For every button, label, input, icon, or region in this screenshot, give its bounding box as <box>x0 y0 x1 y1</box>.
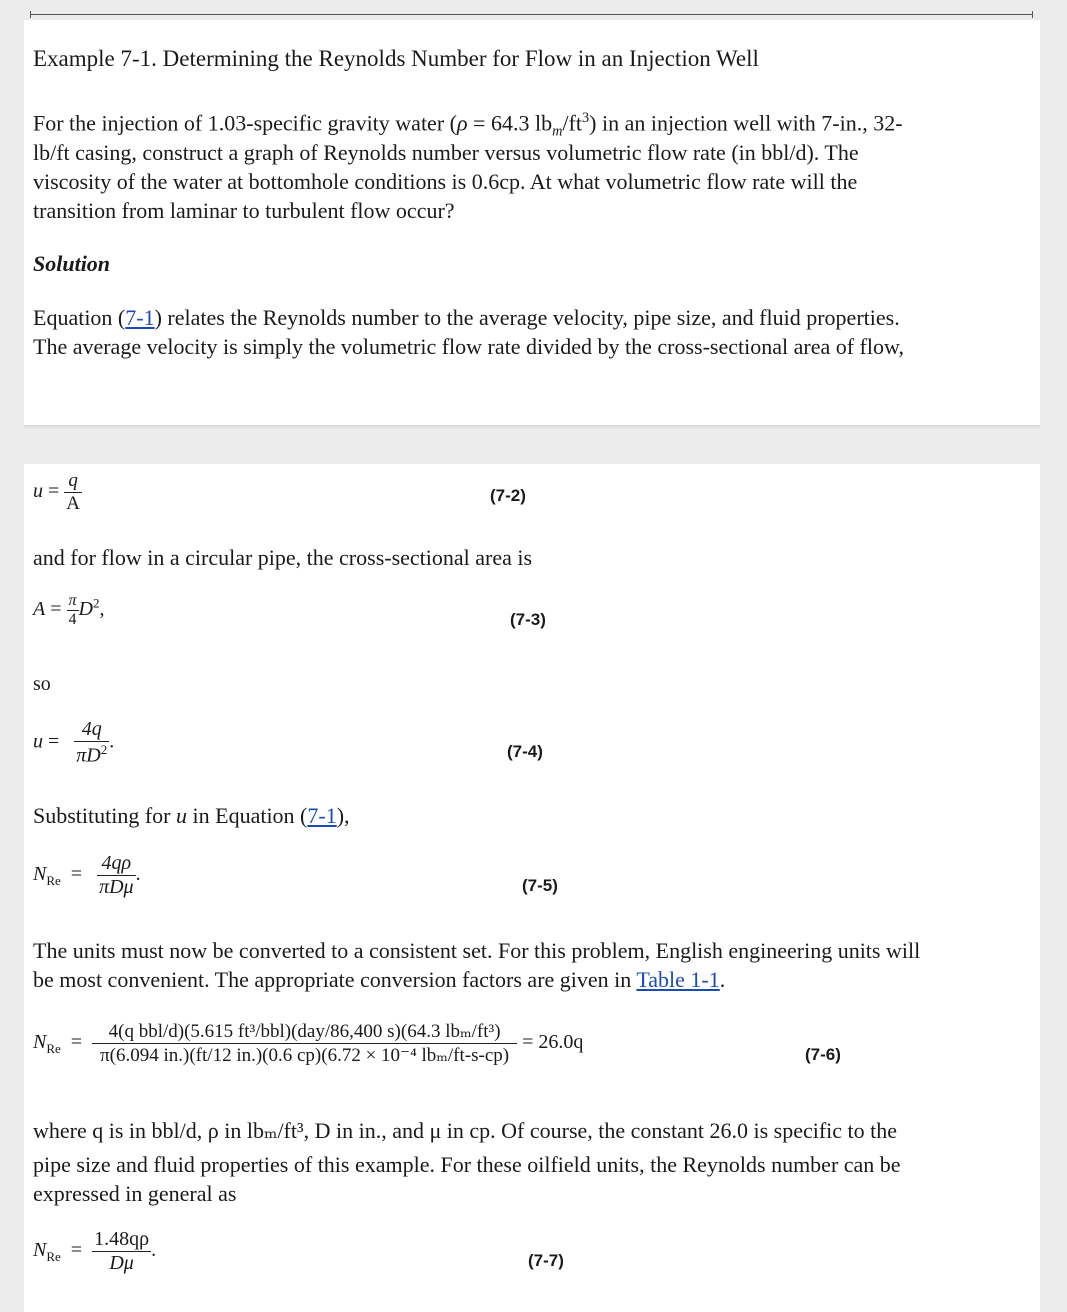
equation-7-4: u = $\frac{4q}{\pi D^2}$ . <box>33 718 115 767</box>
area-text: and for flow in a circular pipe, the cross-sectional area is <box>33 545 533 570</box>
equation-number-7-5: (7-5) <box>522 876 558 895</box>
top-rule <box>30 14 1033 15</box>
substitution-text: Substituting for u in Equation (7-1), <box>33 803 350 828</box>
equation-number-7-7: (7-7) <box>528 1251 564 1270</box>
so-text: so <box>33 673 51 695</box>
equation-number-7-2: (7-2) <box>490 486 526 505</box>
units-line-2: be most convenient. The appropriate conversion factors are given in Table 1-1. <box>33 967 726 992</box>
where-line-1: where q is in bbl/d, ρ in lbₘ/ft³, D in in., and μ in cp. Of course, the constant 26.0 is specific to the <box>33 1118 898 1143</box>
card-divider <box>24 425 1040 429</box>
example-title: Example 7-1. Determining the Reynolds Number for Flow in an Injection Well <box>33 46 759 71</box>
equation-7-5: $N_{Re}$ = $\frac{4q\rho}{\text{πDμ}}$ . <box>33 852 141 898</box>
problem-line-3: viscosity of the water at bottomhole conditions is 0.6cp. At what volumetric flow rate will the <box>33 169 858 194</box>
solution-heading: Solution <box>33 251 111 276</box>
intro-line-1: Equation (7-1) relates the Reynolds number to the average velocity, pipe size, and fluid properties. <box>33 305 900 330</box>
equation-7-2: u = $\frac{q}{A}$ <box>33 470 81 514</box>
equation-7-7: $N_{Re}$ = $\frac{1.48q\rho}{D\mu}$ . <box>33 1228 157 1274</box>
equation-7-3: A = $\frac{\pi}{4}$ $D^2$, <box>33 592 105 628</box>
equation-7-1-link[interactable]: 7-1 <box>125 305 155 330</box>
where-line-3: expressed in general as <box>33 1181 237 1206</box>
equation-7-1-link-2[interactable]: 7-1 <box>307 803 337 828</box>
problem-line-4: transition from laminar to turbulent flow occur? <box>33 198 455 223</box>
intro-line-2: The average velocity is simply the volumetric flow rate divided by the cross-sectional area of flow, <box>33 334 904 359</box>
where-line-2: pipe size and fluid properties of this example. For these oilfield units, the Reynolds number can be <box>33 1152 901 1177</box>
units-line-1: The units must now be converted to a consistent set. For this problem, English engineering units will <box>33 938 921 963</box>
equation-number-7-6: (7-6) <box>805 1045 841 1064</box>
equation-number-7-3: (7-3) <box>510 610 546 629</box>
equation-7-6: $N_{Re}$ = $\frac{\text{4(q bbl/d)(5.615 ft³/bbl)(day/86,400 s)(64.3 lbₘ/ft³)}}{\text{π(6.094 in.)(ft/12 in.)(0.6 cp)(6.72 × 10⁻⁴ lbₘ/ft-s-cp)}}$ = 26.0q <box>33 1021 584 1066</box>
problem-line-1: For the injection of 1.03-specific gravity water (ρ = 64.3 $lb_m/ft^3$) in an injection well with 7-in., 32- <box>33 110 903 140</box>
table-1-1-link[interactable]: Table 1-1 <box>636 967 720 992</box>
equation-number-7-4: (7-4) <box>507 742 543 761</box>
problem-line-2: lb/ft casing, construct a graph of Reynolds number versus volumetric flow rate (in bbl/d). The <box>33 140 859 165</box>
